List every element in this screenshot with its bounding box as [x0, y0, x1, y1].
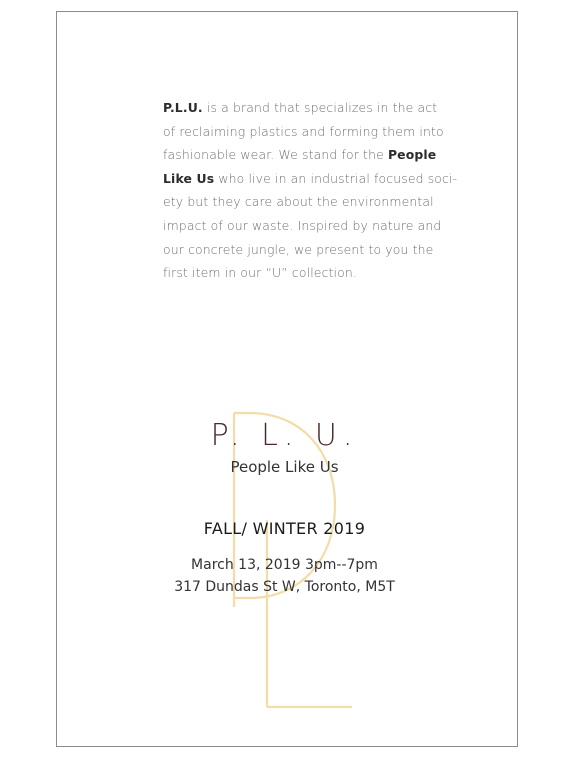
intro-line-2: of reclaiming plastics and forming them into: [163, 123, 444, 139]
brand-tagline: People Like Us: [230, 458, 339, 476]
event-date-time: March 13, 2019 3pm--7pm: [191, 557, 378, 573]
intro-line-7: our concrete jungle, we present to you the: [163, 241, 434, 257]
highlight-people: People: [387, 147, 437, 163]
intro-line-3: fashionable wear. We stand for the People: [163, 147, 437, 163]
highlight-like-us: Like Us: [163, 170, 215, 186]
intro-line-6: impact of our waste. Inspired by nature and: [163, 217, 442, 233]
intro-line-1: P.L.U. is a brand that specializes in the act: [163, 100, 438, 115]
brand-name: P.L.U.: [163, 100, 203, 115]
brand-wordmark: P. L. U.: [210, 418, 359, 453]
event-address: 317 Dundas St W, Toronto, M5T: [174, 579, 395, 595]
intro-line-4: Like Us who live in an industrial focused soci-: [163, 170, 458, 186]
season-title: FALL/ WINTER 2019: [203, 519, 366, 538]
intro-line-5: ety but they care about the environmental: [163, 194, 434, 210]
intro-line-8: first item in our “U” collection.: [163, 265, 357, 281]
brand-description: [163, 96, 458, 285]
